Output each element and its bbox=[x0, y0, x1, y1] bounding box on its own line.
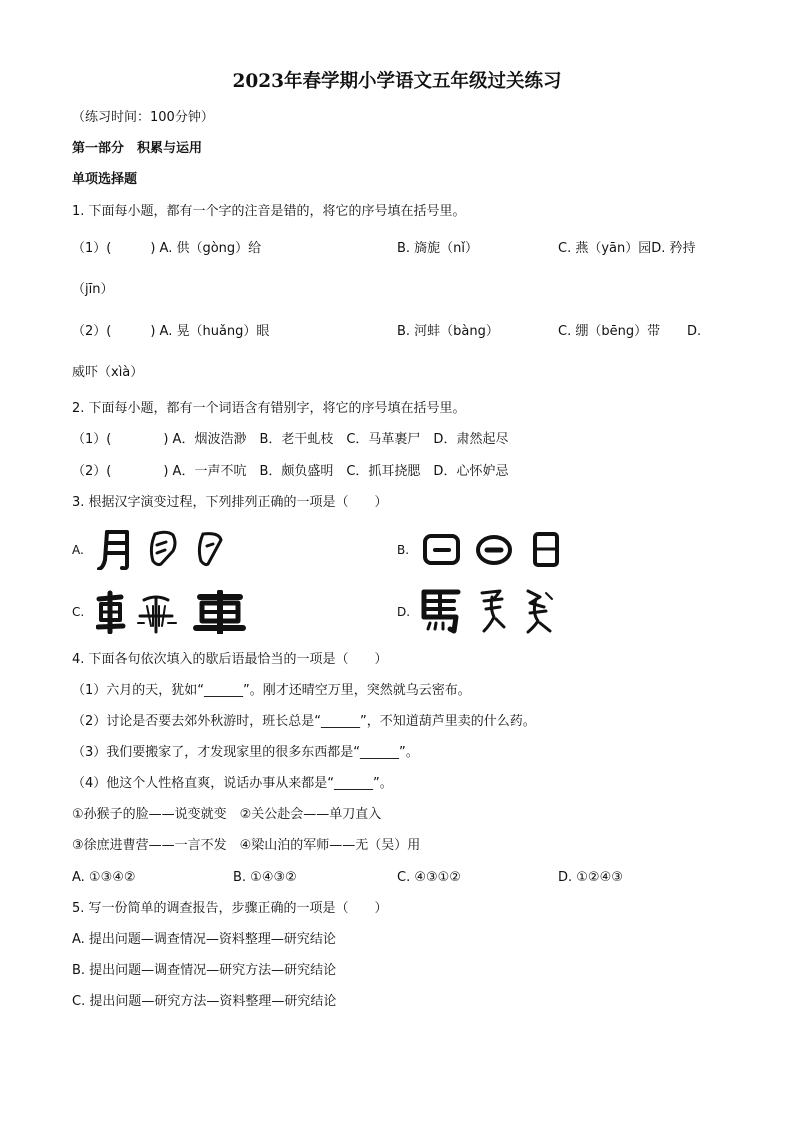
q4-sentence-4: （4）他这个人性格直爽，说话办事从来都是“______”。 bbox=[72, 776, 393, 791]
time-note: （练习时间：100分钟） bbox=[72, 110, 214, 125]
q4-idioms-2: ③徐庶进曹营——一言不发 ④梁山泊的军师——无（吴）用 bbox=[72, 838, 421, 853]
q4-sentence-2: （2）讨论是否要去郊外秋游时，班长总是“______”，不知道葫芦里卖的什么药。 bbox=[72, 714, 536, 729]
q1-s1-lead: （1）( ) A. 供（gòng）给 bbox=[72, 241, 262, 256]
q1-s2-lead: （2）( ) A. 晃（huǎng）眼 bbox=[72, 324, 270, 339]
section-heading: 单项选择题 bbox=[72, 172, 138, 187]
q4-sentence-3: （3）我们要搬家了，才发现家里的很多东西都是“______”。 bbox=[72, 745, 419, 760]
q1-s1-option-cd: C. 燕（yān）园D. 矜持 bbox=[558, 241, 696, 256]
q1-s2-option-d: D. bbox=[687, 324, 702, 339]
q1-s2-option-b: B. 河蚌（bàng） bbox=[397, 324, 499, 339]
q3-option-a-glyphs bbox=[97, 528, 232, 570]
q1-s2-option-c: C. 绷（bēng）带 bbox=[558, 324, 661, 339]
q3-label-c: C. bbox=[72, 605, 85, 619]
q1-stem: 1. 下面每小题，都有一个字的注音是错的，将它的序号填在括号里。 bbox=[72, 204, 466, 219]
q3-option-c-glyphs bbox=[96, 590, 246, 634]
q3-label-b: B. bbox=[397, 543, 410, 557]
q2-stem: 2. 下面每小题，都有一个词语含有错别字，将它的序号填在括号里。 bbox=[72, 401, 466, 416]
q3-option-b-glyphs bbox=[423, 531, 563, 569]
q4-option-a: A. ①③④② bbox=[72, 870, 136, 885]
q2-s2: （2）( ) A．一声不吭 B．颇负盛明 C．抓耳挠腮 D．心怀妒忌 bbox=[72, 464, 509, 479]
q3-stem: 3. 根据汉字演变过程，下列排列正确的一项是（ ） bbox=[72, 495, 388, 510]
q5-option-c: C. 提出问题—研究方法—资料整理—研究结论 bbox=[72, 994, 337, 1009]
q5-stem: 5. 写一份简单的调查报告，步骤正确的一项是（ ） bbox=[72, 901, 388, 916]
page-title: 2023年春学期小学语文五年级过关练习 bbox=[232, 71, 562, 92]
q4-option-b: B. ①④③② bbox=[233, 870, 297, 885]
q4-option-c: C. ④③①② bbox=[397, 870, 461, 885]
q3-option-d-glyphs bbox=[420, 587, 560, 635]
q4-option-d: D. ①②④③ bbox=[558, 870, 623, 885]
q4-idioms-1: ①孙猴子的脸——说变就变 ②关公赴会——单刀直入 bbox=[72, 807, 382, 822]
q1-s2-wrap: 威吓（xìà） bbox=[72, 365, 144, 380]
q5-option-b: B. 提出问题—调查情况—研究方法—研究结论 bbox=[72, 963, 337, 978]
q1-s1-wrap: （jīn） bbox=[72, 282, 114, 297]
q4-stem: 4. 下面各句依次填入的歇后语最恰当的一项是（ ） bbox=[72, 652, 388, 667]
q5-option-a: A. 提出问题—调查情况—资料整理—研究结论 bbox=[72, 932, 336, 947]
q2-s1: （1）( ) A．烟波浩渺 B．老干虬枝 C．马革裹尸 D．肃然起尽 bbox=[72, 432, 509, 447]
q4-sentence-1: （1）六月的天，犹如“______”。刚才还晴空万里，突然就乌云密布。 bbox=[72, 683, 471, 698]
q1-s1-option-b: B. 旖旎（nǐ） bbox=[397, 241, 479, 256]
q3-label-a: A. bbox=[72, 543, 84, 557]
q3-label-d: D. bbox=[397, 605, 411, 619]
part-heading: 第一部分 积累与运用 bbox=[72, 141, 203, 156]
